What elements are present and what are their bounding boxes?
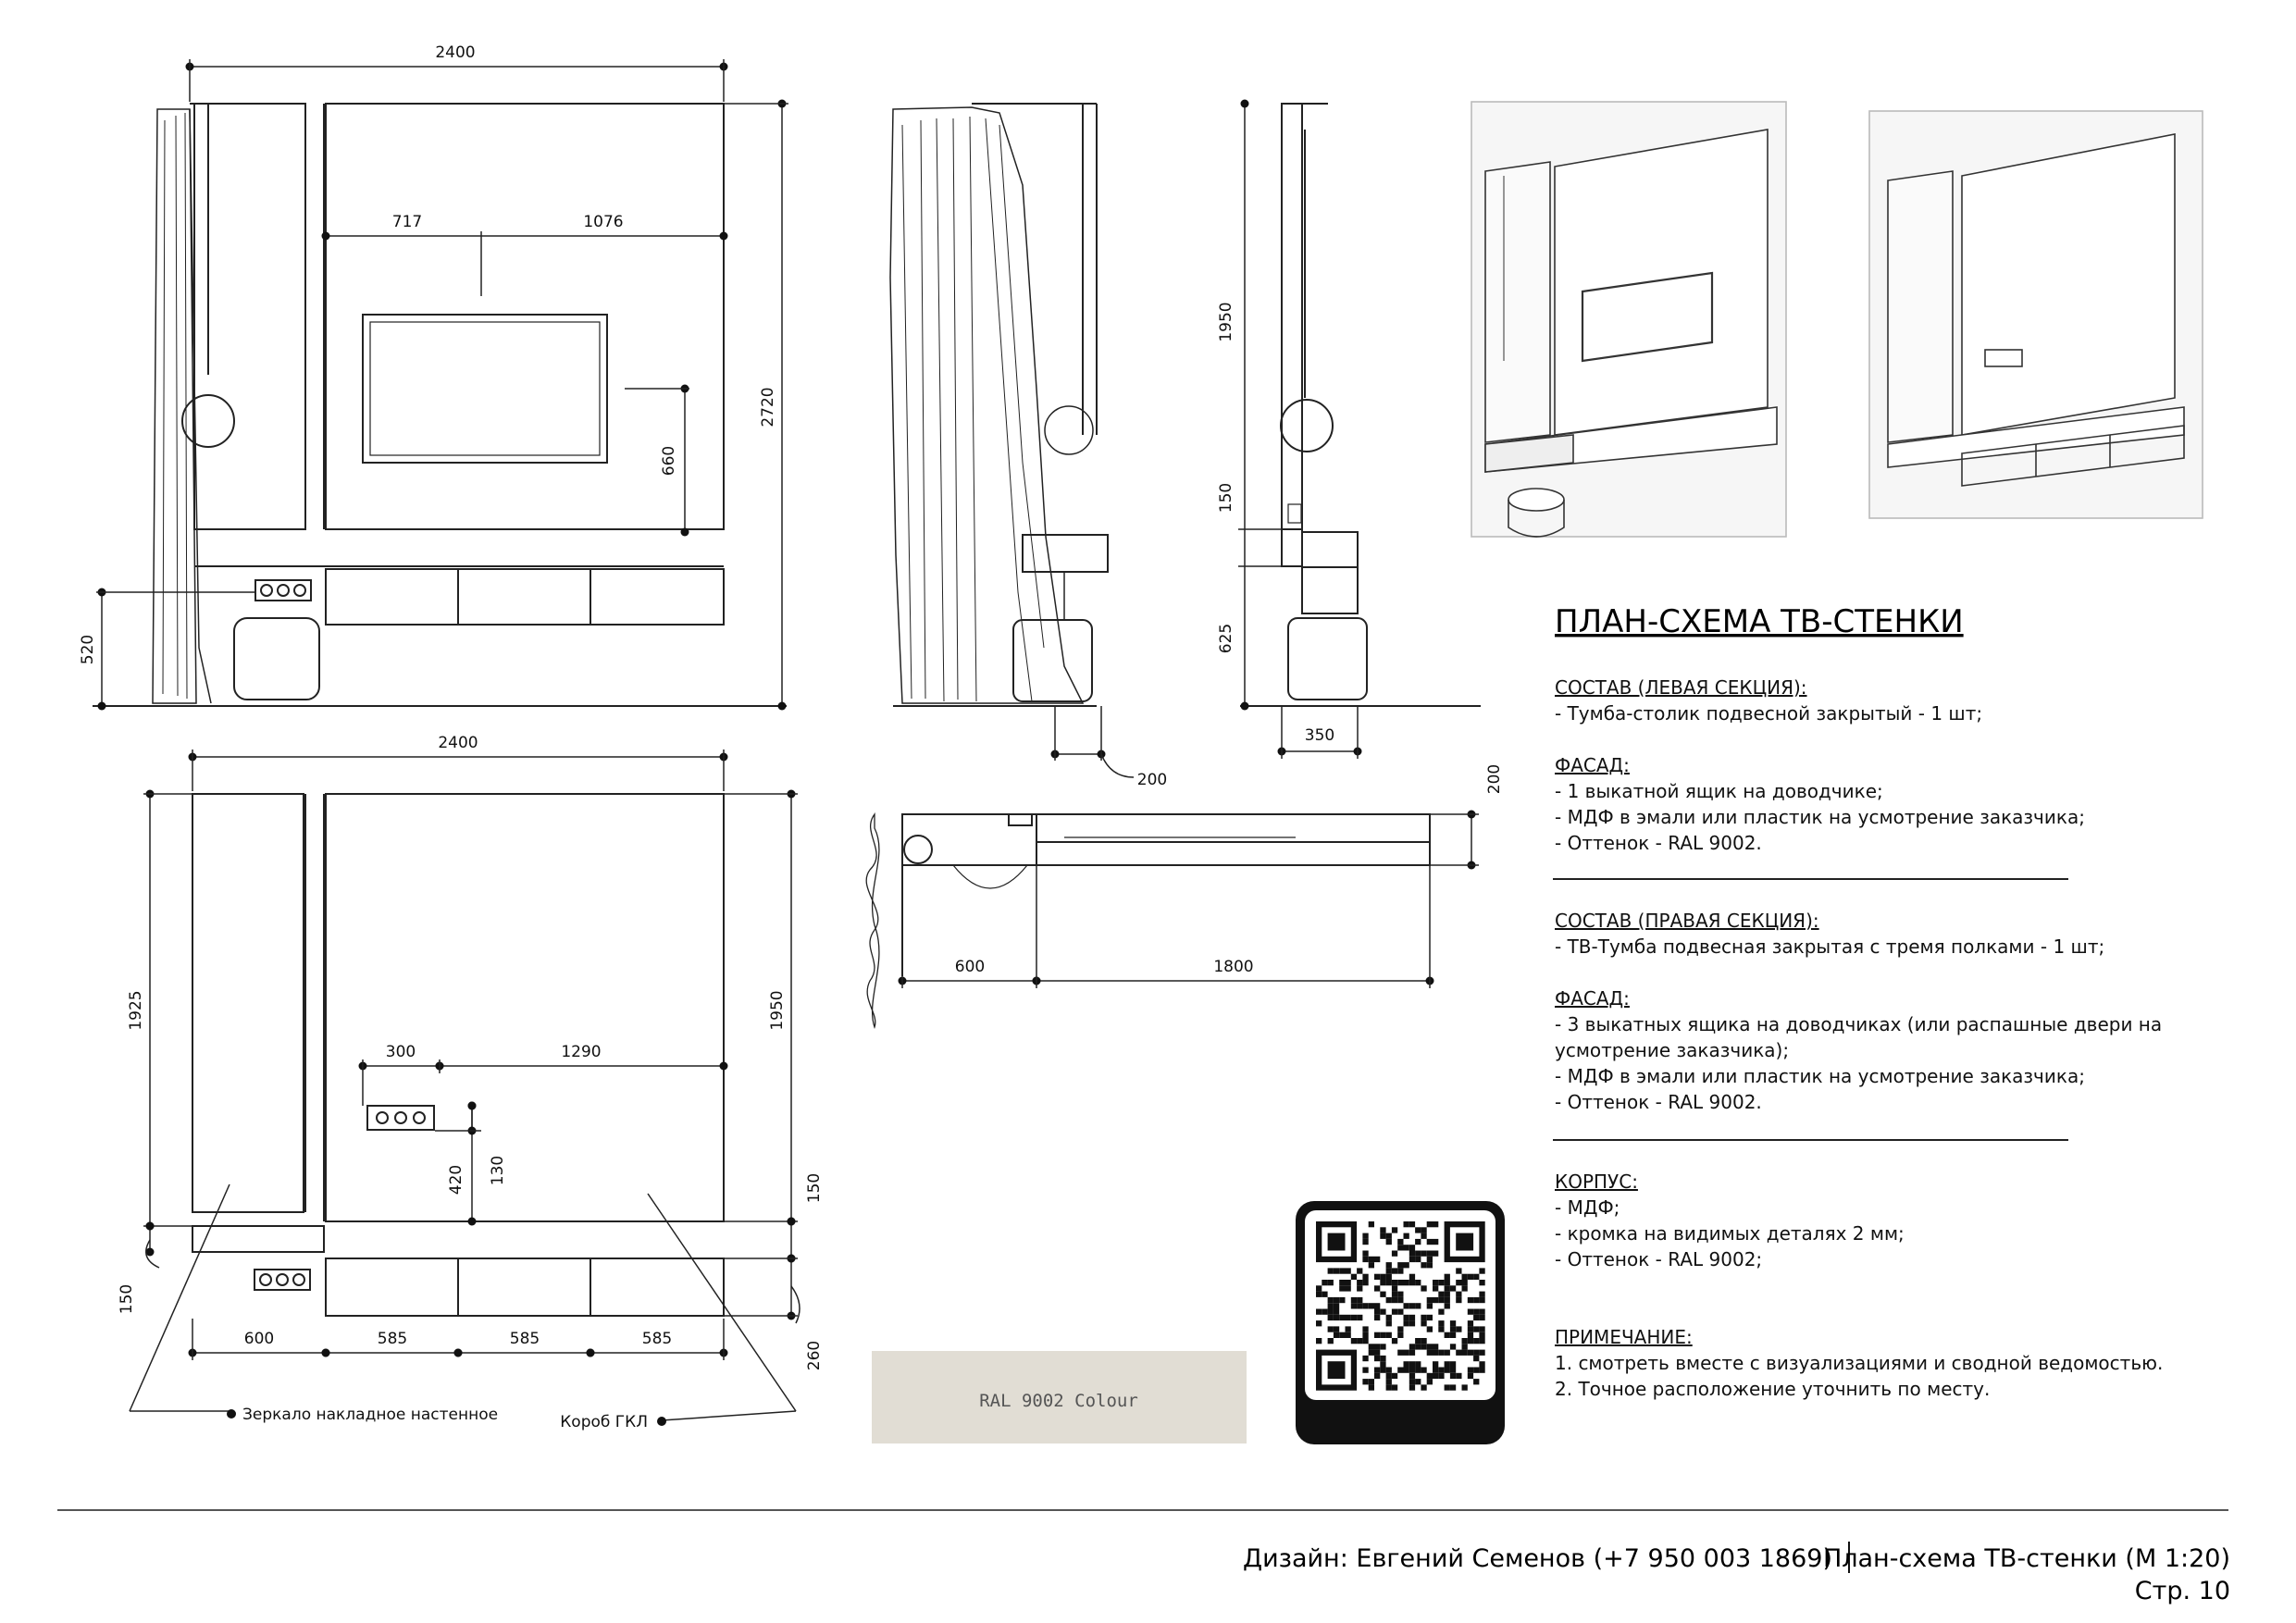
dim-bottom-right-height: 1950 [768, 990, 787, 1031]
spec-body-line-1: - кромка на видимых деталях 2 мм; [1555, 1222, 1905, 1245]
spec-right-facade-line-2: - МДФ в эмали или пластик на усмотрение заказчика; [1555, 1065, 2085, 1087]
perspective-view-1 [1471, 102, 1786, 537]
gkl-leader-dot [657, 1417, 666, 1426]
spec-left-facade-line-1: - МДФ в эмали или пластик на усмотрение заказчика; [1555, 806, 2085, 828]
mirror-leader-dot [227, 1409, 236, 1419]
dim-side-depth: 350 [1304, 726, 1335, 745]
spec-body-line-0: - МДФ; [1555, 1196, 1620, 1219]
dim-bottom-420: 420 [447, 1164, 465, 1196]
qr-code [1296, 1201, 1505, 1444]
spec-left-facade-line-0: - 1 выкатной ящик на доводчике; [1555, 780, 1883, 802]
side-dimensions [1238, 104, 1358, 759]
front-elevation [93, 104, 787, 706]
spec-right-facade-line-1: усмотрение заказчика); [1555, 1039, 1790, 1061]
label-gkl-box: Короб ГКЛ [560, 1413, 648, 1431]
spec-title: ПЛАН-СХЕМА ТВ-СТЕНКИ [1555, 603, 1964, 640]
dim-bottom-300: 300 [385, 1043, 416, 1061]
bottom-elevation [192, 794, 724, 1316]
dim-bottom-130: 130 [489, 1155, 507, 1186]
plan-dimensions [902, 814, 1479, 988]
dim-front-height: 2720 [759, 387, 777, 427]
dim-front-width: 2400 [435, 43, 476, 62]
dim-front-right-offset: 1076 [583, 213, 624, 231]
spec-right-facade-header: ФАСАД: [1555, 987, 1630, 1010]
front-dimensions [96, 59, 788, 706]
dim-bottom-width: 2400 [438, 734, 478, 752]
spec-left-facade-header: ФАСАД: [1555, 754, 1630, 776]
dim-cabinet-height: 520 [79, 634, 97, 665]
footer-page: Стр. 10 [2134, 1577, 2230, 1605]
dim-side-bottom: 625 [1217, 623, 1235, 654]
dim-bottom-150-left: 150 [118, 1283, 136, 1315]
spec-right-facade-line-0: - 3 выкатных ящика на доводчиках (или распашные двери на [1555, 1013, 2163, 1035]
dim-bottom-600: 600 [243, 1330, 275, 1348]
spec-body-line-2: - Оттенок - RAL 9002; [1555, 1248, 1763, 1270]
plan-view [866, 814, 1430, 1027]
dim-side-top: 1950 [1217, 302, 1235, 342]
spec-block [1553, 603, 2163, 1400]
dim-plan-left: 600 [954, 958, 986, 976]
footer-title: План-схема ТВ-стенки (М 1:20) [1822, 1544, 2230, 1573]
ral-swatch-label: RAL 9002 Colour [979, 1391, 1138, 1411]
spec-right-header: СОСТАВ (ПРАВАЯ СЕКЦИЯ): [1555, 910, 1819, 932]
spec-left-line-0: - Тумба-столик подвесной закрытый - 1 шт; [1555, 702, 1983, 725]
dim-plan-depth: 200 [1485, 763, 1504, 795]
label-mirror: Зеркало накладное настенное [242, 1406, 499, 1424]
curtain-side-view [890, 104, 1108, 706]
dim-bottom-1290: 1290 [561, 1043, 602, 1061]
spec-note-line-1: 2. Точное расположение уточнить по месту. [1555, 1378, 1991, 1400]
footer-credit: Дизайн: Евгений Семенов (+7 950 003 1869) [1242, 1544, 1832, 1573]
dim-bottom-260: 260 [805, 1340, 824, 1371]
dim-bottom-585-3: 585 [641, 1330, 673, 1348]
spec-left-facade-line-2: - Оттенок - RAL 9002. [1555, 832, 1762, 854]
dim-side-gap: 150 [1217, 482, 1235, 514]
dim-bottom-585-1: 585 [377, 1330, 408, 1348]
spec-left-header: СОСТАВ (ЛЕВАЯ СЕКЦИЯ): [1555, 676, 1807, 699]
perspective-view-2 [1869, 111, 2203, 518]
dim-side-curtain: 200 [1136, 771, 1168, 789]
dim-tv-offset: 660 [660, 445, 678, 477]
dim-bottom-left-height: 1925 [127, 990, 145, 1031]
spec-note-line-0: 1. смотреть вместе с визуализациями и сводной ведомостью. [1555, 1352, 2164, 1374]
bottom-dimensions [130, 750, 800, 1420]
spec-right-line-0: - ТВ-Тумба подвесная закрытая с тремя полками - 1 шт; [1555, 935, 2105, 958]
spec-body-header: КОРПУС: [1555, 1171, 1638, 1193]
dim-plan-right: 1800 [1213, 958, 1254, 976]
dim-front-left-offset: 717 [391, 213, 423, 231]
spec-note-header: ПРИМЕЧАНИЕ: [1555, 1326, 1693, 1348]
spec-right-facade-line-3: - Оттенок - RAL 9002. [1555, 1091, 1762, 1113]
dim-bottom-150-right: 150 [805, 1172, 824, 1204]
curtain-dimensions [1055, 706, 1134, 777]
side-section [1240, 104, 1481, 706]
dim-bottom-585-2: 585 [509, 1330, 540, 1348]
